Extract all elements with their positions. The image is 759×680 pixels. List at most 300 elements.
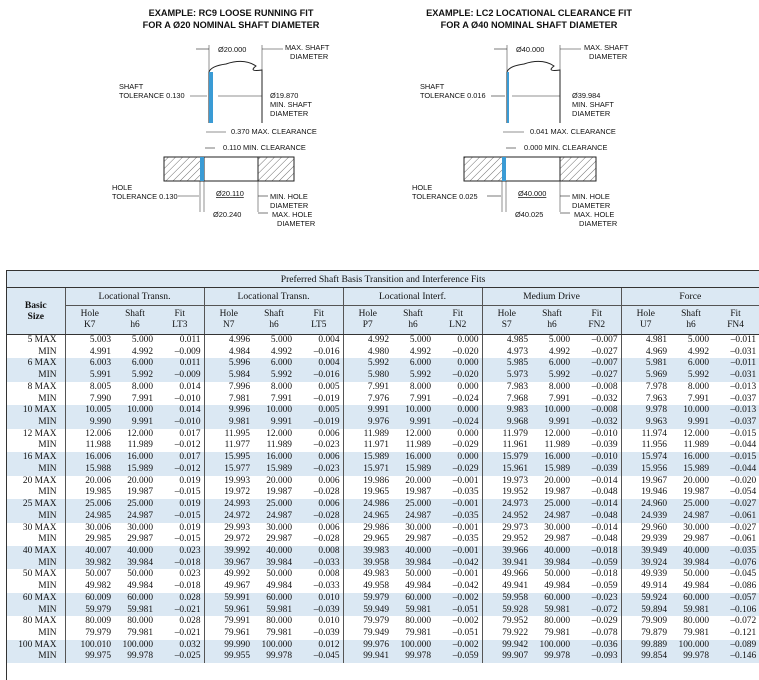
value-cell: 4.992 xyxy=(687,346,709,357)
column-header xyxy=(670,306,712,335)
value-cell: –0.029 xyxy=(591,616,618,627)
value-cell: 25.006 xyxy=(65,499,114,511)
value-cell: –0.014 xyxy=(573,499,621,511)
value-cell: 0.008 xyxy=(318,569,340,580)
basic-size-cell: MIN xyxy=(7,440,65,452)
value-cell: 5.969 xyxy=(621,370,670,382)
value-cell: 0.005 xyxy=(295,405,343,417)
value-cell: 49.984 xyxy=(127,581,153,592)
value-cell: 24.986 xyxy=(343,499,392,511)
group-header: Locational Transn. xyxy=(65,288,204,306)
example-2-hole-tol-label2: TOLERANCE 0.025 xyxy=(412,192,478,201)
value-cell: 5.992 xyxy=(531,370,573,382)
value-cell: –0.036 xyxy=(573,640,621,652)
column-header xyxy=(434,306,482,335)
value-cell: –0.001 xyxy=(452,569,479,580)
value-cell: 40.007 xyxy=(65,546,114,558)
value-cell: 60.000 xyxy=(114,593,156,605)
table-row xyxy=(7,593,759,605)
column-header xyxy=(156,306,204,335)
value-cell: 11.989 xyxy=(127,440,153,451)
value-cell: 79.981 xyxy=(127,627,153,638)
value-cell: 29.987 xyxy=(683,534,709,545)
value-cell: 11.989 xyxy=(683,440,709,451)
value-cell: 10.000 xyxy=(531,405,573,417)
value-cell: 79.991 xyxy=(204,616,253,628)
basic-size-cell: MIN xyxy=(7,394,65,406)
value-cell: 6.003 xyxy=(65,358,114,370)
value-cell: –0.039 xyxy=(313,627,340,638)
value-cell: 20.000 xyxy=(683,475,709,486)
value-cell: 15.989 xyxy=(253,464,295,476)
value-cell: 6.000 xyxy=(253,358,295,370)
example-2-min-shaft-value: Ø39.984 xyxy=(572,91,601,100)
value-cell: 4.973 xyxy=(482,347,531,359)
value-cell: 50.007 xyxy=(65,569,114,581)
value-cell: 79.949 xyxy=(343,628,392,640)
value-cell: –0.002 xyxy=(434,593,482,605)
value-cell: 16.000 xyxy=(531,452,573,464)
value-cell: 60.009 xyxy=(65,593,114,605)
value-cell: –0.146 xyxy=(712,651,759,663)
value-cell: –0.009 xyxy=(174,346,201,357)
value-cell: 15.961 xyxy=(482,464,531,476)
example-1-hole-tol-label1: HOLE xyxy=(112,183,133,192)
value-cell: 100.000 xyxy=(114,640,156,652)
value-cell: 24.987 xyxy=(114,511,156,523)
column-header-line1: Hole xyxy=(358,309,377,319)
value-cell: –0.048 xyxy=(591,487,618,498)
example-2-max-shaft-label1: MAX. SHAFT xyxy=(584,43,629,52)
column-header-line2: h6 xyxy=(686,320,696,330)
value-cell: –0.019 xyxy=(313,393,340,404)
value-cell: –0.021 xyxy=(156,605,204,617)
value-cell: 8.005 xyxy=(65,382,114,394)
value-cell: 19.987 xyxy=(405,487,431,498)
value-cell: –0.018 xyxy=(156,558,204,570)
value-cell: 59.981 xyxy=(114,605,156,617)
value-cell: 15.988 xyxy=(65,464,114,476)
value-cell: –0.032 xyxy=(573,417,621,429)
value-cell: 24.973 xyxy=(482,499,531,511)
column-header xyxy=(114,306,156,335)
basic-size-cell: 60 MAX xyxy=(7,593,65,605)
example-1-min-hole-label2: DIAMETER xyxy=(270,201,309,210)
basic-size-cell: 50 MAX xyxy=(7,569,65,581)
value-cell: 39.949 xyxy=(621,546,670,558)
value-cell: 29.987 xyxy=(127,534,153,545)
value-cell: 8.000 xyxy=(687,381,709,392)
example-2-hole-tol-label1: HOLE xyxy=(412,183,433,192)
value-cell: 60.000 xyxy=(531,593,573,605)
column-header-line2: h6 xyxy=(269,320,279,330)
value-cell: 99.978 xyxy=(531,651,573,663)
value-cell: –0.010 xyxy=(174,393,201,404)
value-cell: –0.016 xyxy=(313,346,340,357)
value-cell: 4.992 xyxy=(548,346,570,357)
value-cell: 0.006 xyxy=(295,452,343,464)
value-cell: 99.978 xyxy=(392,651,434,663)
table-row xyxy=(7,452,759,464)
value-cell: 24.960 xyxy=(621,499,670,511)
value-cell: –0.059 xyxy=(434,651,482,663)
value-cell: –0.028 xyxy=(313,534,340,545)
value-cell: 4.985 xyxy=(482,335,531,347)
value-cell: 7.983 xyxy=(482,382,531,394)
example-2-max-shaft-label2: DIAMETER xyxy=(589,52,628,61)
column-header xyxy=(253,306,295,335)
value-cell: –0.059 xyxy=(573,558,621,570)
basic-size-cell: 100 MAX xyxy=(7,640,65,652)
table-row xyxy=(7,628,759,640)
value-cell: –0.011 xyxy=(712,358,759,370)
value-cell: 100.010 xyxy=(65,640,114,652)
value-cell: 39.967 xyxy=(204,558,253,570)
basic-size-header-text: Basic Size xyxy=(24,300,47,322)
value-cell: –0.089 xyxy=(712,640,759,652)
value-cell: 99.854 xyxy=(621,651,670,663)
column-header xyxy=(531,306,573,335)
value-cell: 11.989 xyxy=(343,429,392,441)
value-cell: 99.978 xyxy=(114,651,156,663)
basic-size-cell: 30 MAX xyxy=(7,523,65,535)
value-cell: 29.993 xyxy=(204,523,253,535)
value-cell: 24.952 xyxy=(482,511,531,523)
value-cell: 99.955 xyxy=(204,651,253,663)
value-cell: –0.042 xyxy=(434,558,482,570)
value-cell: –0.002 xyxy=(452,616,479,627)
value-cell: –0.106 xyxy=(712,605,759,617)
value-cell: –0.007 xyxy=(573,358,621,370)
value-cell: 11.977 xyxy=(204,440,253,452)
value-cell: –0.072 xyxy=(730,616,757,627)
value-cell: –0.023 xyxy=(313,440,340,451)
table-row xyxy=(7,405,759,417)
value-cell: –0.027 xyxy=(591,346,618,357)
value-cell: 5.992 xyxy=(114,370,156,382)
table-row xyxy=(7,464,759,476)
value-cell: 49.983 xyxy=(343,569,392,581)
value-cell: 29.987 xyxy=(266,534,292,545)
value-cell: 40.000 xyxy=(670,546,712,558)
value-cell: 7.978 xyxy=(621,382,670,394)
value-cell: 59.981 xyxy=(253,605,295,617)
value-cell: –0.035 xyxy=(452,534,479,545)
column-header-line2: K7 xyxy=(84,320,96,330)
value-cell: 9.991 xyxy=(253,417,295,429)
value-cell: 79.981 xyxy=(683,627,709,638)
column-header-line2: P7 xyxy=(362,320,373,330)
table-row xyxy=(7,394,759,406)
value-cell: –0.061 xyxy=(730,534,757,545)
value-cell: 10.005 xyxy=(65,405,114,417)
value-cell: 11.995 xyxy=(204,429,253,441)
value-cell: 8.000 xyxy=(131,381,153,392)
column-header-line2: h6 xyxy=(547,320,557,330)
group-header: Medium Drive xyxy=(482,288,621,306)
example-2-min-hole-value: Ø40.000 xyxy=(518,189,547,198)
value-cell: 59.981 xyxy=(531,605,573,617)
value-cell: –0.001 xyxy=(434,546,482,558)
value-cell: 79.981 xyxy=(544,627,570,638)
value-cell: 5.985 xyxy=(482,358,531,370)
basic-size-cell: 6 MAX xyxy=(7,358,65,370)
value-cell: 39.984 xyxy=(114,558,156,570)
value-cell: –0.029 xyxy=(434,464,482,476)
value-cell: 25.000 xyxy=(670,499,712,511)
basic-size-header xyxy=(7,288,65,335)
value-cell: –0.035 xyxy=(434,511,482,523)
value-cell: 12.000 xyxy=(127,428,153,439)
value-cell: 30.000 xyxy=(405,522,431,533)
value-cell: 25.000 xyxy=(253,499,295,511)
value-cell: 20.000 xyxy=(405,475,431,486)
value-cell: 49.984 xyxy=(544,581,570,592)
value-cell: 24.972 xyxy=(204,511,253,523)
value-cell: 59.979 xyxy=(343,593,392,605)
value-cell: 19.972 xyxy=(204,487,253,499)
value-cell: –0.027 xyxy=(712,499,759,511)
value-cell: 50.000 xyxy=(405,569,431,580)
column-header-line2: S7 xyxy=(501,320,512,330)
value-cell: 100.000 xyxy=(253,640,295,652)
value-cell: –0.048 xyxy=(573,511,621,523)
value-cell: –0.045 xyxy=(295,651,343,663)
example-1-min-clearance: 0.110 MIN. CLEARANCE xyxy=(223,143,306,152)
value-cell: –0.023 xyxy=(573,593,621,605)
group-header: Locational Transn. xyxy=(204,288,343,306)
value-cell: 20.000 xyxy=(127,475,153,486)
value-cell: 15.979 xyxy=(482,452,531,464)
value-cell: –0.061 xyxy=(712,511,759,523)
example-2-hole-block xyxy=(464,157,596,181)
value-cell: 0.005 xyxy=(318,381,340,392)
value-cell: 12.006 xyxy=(65,429,114,441)
value-cell: 50.000 xyxy=(266,569,292,580)
column-header-line1: Shaft xyxy=(264,309,284,319)
basic-size-cell: 5 MAX xyxy=(7,335,65,347)
value-cell: 19.985 xyxy=(65,487,114,499)
value-cell: 49.914 xyxy=(621,581,670,593)
value-cell: –0.015 xyxy=(712,452,759,464)
column-header-line2: h6 xyxy=(130,320,140,330)
basic-size-cell: 40 MAX xyxy=(7,546,65,558)
value-cell: 29.972 xyxy=(204,534,253,546)
value-cell: 29.985 xyxy=(65,534,114,546)
example-1-max-clearance: 0.370 MAX. CLEARANCE xyxy=(231,127,317,136)
table-row xyxy=(7,546,759,558)
value-cell: 19.973 xyxy=(482,476,531,488)
value-cell: –0.032 xyxy=(591,393,618,404)
column-header-line1: Shaft xyxy=(542,309,562,319)
value-cell: 0.004 xyxy=(295,358,343,370)
value-cell: 4.992 xyxy=(270,346,292,357)
value-cell: 6.000 xyxy=(392,358,434,370)
basic-size-cell: MIN xyxy=(7,581,65,593)
value-cell: 9.981 xyxy=(204,417,253,429)
value-cell: –0.008 xyxy=(591,381,618,392)
table-row xyxy=(7,605,759,617)
group-header: Locational Interf. xyxy=(343,288,482,306)
value-cell: 11.989 xyxy=(266,440,292,451)
value-cell: –0.039 xyxy=(591,440,618,451)
value-cell: –0.025 xyxy=(156,651,204,663)
column-header xyxy=(482,306,531,335)
table-row xyxy=(7,417,759,429)
value-cell: –0.012 xyxy=(174,440,201,451)
table-row xyxy=(7,640,759,652)
value-cell: 15.989 xyxy=(392,464,434,476)
value-cell: 7.991 xyxy=(131,393,153,404)
value-cell: 5.000 xyxy=(131,335,153,345)
value-cell: 19.967 xyxy=(621,476,670,488)
value-cell: 24.965 xyxy=(343,511,392,523)
value-cell: 7.991 xyxy=(270,393,292,404)
value-cell: 0.023 xyxy=(156,546,204,558)
value-cell: 0.032 xyxy=(156,640,204,652)
value-cell: 4.992 xyxy=(409,346,431,357)
value-cell: 29.986 xyxy=(343,523,392,535)
value-cell: 9.991 xyxy=(531,417,573,429)
column-header-line1: Fit xyxy=(730,309,741,319)
value-cell: 99.975 xyxy=(65,651,114,663)
value-cell: 5.996 xyxy=(204,358,253,370)
value-cell: 25.000 xyxy=(531,499,573,511)
value-cell: 40.000 xyxy=(531,546,573,558)
value-cell: 99.978 xyxy=(253,651,295,663)
value-cell: 4.991 xyxy=(65,347,114,359)
value-cell: 5.000 xyxy=(548,335,570,345)
value-cell: 29.952 xyxy=(482,534,531,546)
value-cell: 60.000 xyxy=(670,593,712,605)
value-cell: 5.992 xyxy=(392,370,434,382)
column-header-line1: Hole xyxy=(219,309,238,319)
value-cell: 5.992 xyxy=(253,370,295,382)
value-cell: 11.988 xyxy=(65,440,114,452)
value-cell: 0.011 xyxy=(156,358,204,370)
value-cell: 59.981 xyxy=(670,605,712,617)
value-cell: 8.000 xyxy=(409,381,431,392)
table-row xyxy=(7,476,759,488)
value-cell: 5.973 xyxy=(482,370,531,382)
value-cell: 30.000 xyxy=(683,522,709,533)
column-header-line1: Fit xyxy=(313,309,324,319)
basic-size-cell: MIN xyxy=(7,628,65,640)
basic-size-cell: 8 MAX xyxy=(7,382,65,394)
value-cell: –0.035 xyxy=(452,487,479,498)
value-cell: 15.977 xyxy=(204,464,253,476)
column-header xyxy=(204,306,253,335)
value-cell: 30.000 xyxy=(127,522,153,533)
value-cell: 0.008 xyxy=(295,546,343,558)
example-1-max-hole-label2: DIAMETER xyxy=(277,219,316,228)
value-cell: 0.010 xyxy=(295,593,343,605)
value-cell: 7.991 xyxy=(687,393,709,404)
example-2-min-hole-label2: DIAMETER xyxy=(572,201,611,210)
value-cell: –0.054 xyxy=(730,487,757,498)
value-cell: –0.059 xyxy=(591,581,618,592)
value-cell: 9.991 xyxy=(114,417,156,429)
value-cell: 16.006 xyxy=(65,452,114,464)
fits-table-container xyxy=(6,270,759,680)
table-body xyxy=(7,335,759,664)
value-cell: 0.017 xyxy=(156,452,204,464)
value-cell: 39.958 xyxy=(343,558,392,570)
value-cell: 60.000 xyxy=(253,593,295,605)
value-cell: –0.014 xyxy=(591,522,618,533)
value-cell: 11.956 xyxy=(621,440,670,452)
example-1-max-shaft-label2: DIAMETER xyxy=(290,52,329,61)
value-cell: 9.996 xyxy=(204,405,253,417)
value-cell: –0.002 xyxy=(434,640,482,652)
value-cell: –0.078 xyxy=(591,627,618,638)
column-header-line1: Fit xyxy=(452,309,463,319)
basic-size-cell: 20 MAX xyxy=(7,476,65,488)
column-header xyxy=(343,306,392,335)
value-cell: 4.980 xyxy=(343,347,392,359)
example-2-shaft xyxy=(507,61,560,123)
value-cell: 7.990 xyxy=(65,394,114,406)
value-cell: 0.006 xyxy=(318,428,340,439)
column-header-line2: h6 xyxy=(408,320,418,330)
value-cell: –0.020 xyxy=(730,475,757,486)
value-cell: –0.051 xyxy=(452,627,479,638)
value-cell: 29.987 xyxy=(405,534,431,545)
value-cell: –0.093 xyxy=(573,651,621,663)
value-cell: 39.966 xyxy=(482,546,531,558)
example-1-min-shaft-label2: DIAMETER xyxy=(270,109,309,118)
column-header-line2: LT3 xyxy=(172,320,188,330)
value-cell: 100.000 xyxy=(392,640,434,652)
value-cell: 15.989 xyxy=(670,464,712,476)
value-cell: 19.987 xyxy=(544,487,570,498)
value-cell: 11.961 xyxy=(482,440,531,452)
value-cell: 5.991 xyxy=(65,370,114,382)
value-cell: 12.000 xyxy=(544,428,570,439)
value-cell: 5.980 xyxy=(343,370,392,382)
value-cell: 15.971 xyxy=(343,464,392,476)
value-cell: –0.001 xyxy=(452,522,479,533)
value-cell: –0.010 xyxy=(156,417,204,429)
example-1-hole-tol-label2: TOLERANCE 0.130 xyxy=(112,192,178,201)
value-cell: 99.889 xyxy=(621,640,670,652)
example-1-min-hole-label1: MIN. HOLE xyxy=(270,192,308,201)
value-cell: 80.000 xyxy=(405,616,431,627)
value-cell: –0.042 xyxy=(452,581,479,592)
column-header xyxy=(65,306,114,335)
value-cell: 59.928 xyxy=(482,605,531,617)
value-cell: 9.963 xyxy=(621,417,670,429)
value-cell: 0.014 xyxy=(179,381,201,392)
value-cell: 7.981 xyxy=(204,394,253,406)
value-cell: 19.987 xyxy=(127,487,153,498)
value-cell: 0.019 xyxy=(179,522,201,533)
value-cell: 29.965 xyxy=(343,534,392,546)
value-cell: 0.000 xyxy=(434,405,482,417)
value-cell: 4.981 xyxy=(621,335,670,347)
value-cell: 9.983 xyxy=(482,405,531,417)
value-cell: 7.968 xyxy=(482,394,531,406)
example-1-shaft-tol-label2: TOLERANCE 0.130 xyxy=(119,91,185,100)
value-cell: 20.000 xyxy=(266,475,292,486)
value-cell: 16.000 xyxy=(392,452,434,464)
value-cell: 59.981 xyxy=(392,605,434,617)
value-cell: 59.961 xyxy=(204,605,253,617)
value-cell: –0.027 xyxy=(730,522,757,533)
value-cell: –0.039 xyxy=(573,464,621,476)
example-2-shaft-tol-label1: SHAFT xyxy=(420,82,445,91)
value-cell: –0.019 xyxy=(295,417,343,429)
